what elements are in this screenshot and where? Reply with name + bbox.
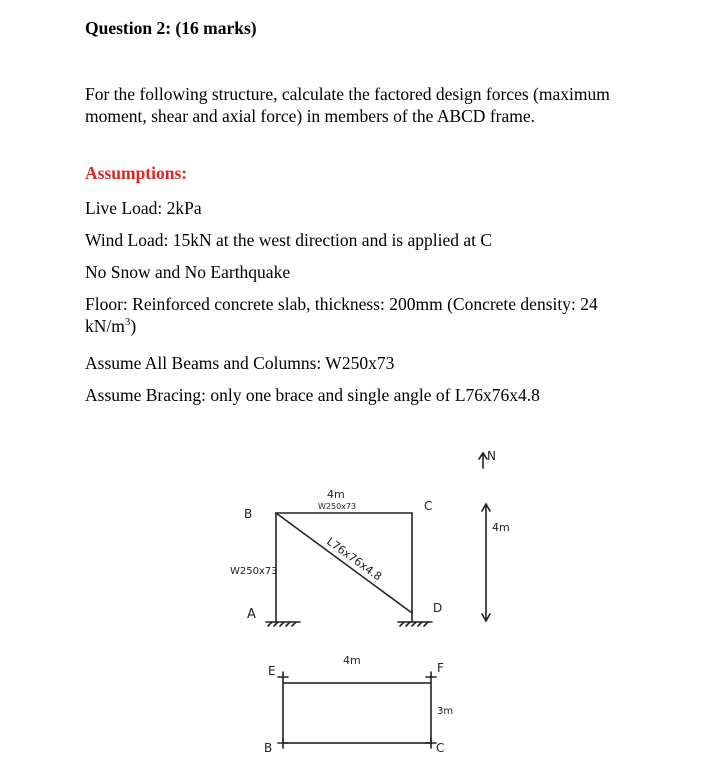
node-a-label: A [247,607,256,622]
north-label: N [487,449,496,463]
column-section-label: W250x73 [230,566,278,577]
plan-f-label: F [437,661,444,675]
beam-section-label: W250x73 [318,502,357,511]
plan-depth-label: 3m [437,706,454,717]
plan-c-label: C [436,741,445,755]
north-arrow-icon [479,453,487,468]
floor-close: ) [130,316,137,336]
live-load-line: Live Load: 2kPa [85,198,202,218]
support-a-icon [266,622,300,626]
plan-width-label: 4m [343,654,361,667]
members-line: Assume All Beams and Columns: W250x73 [85,353,395,373]
plan-b-label: B [264,741,273,755]
floor-superscript: 3 [124,316,131,329]
node-b-label: B [244,507,253,521]
floor-text: Floor: Reinforced concrete slab, thickness: 200mm (Concrete density: 24 kN/m [85,294,598,336]
beam-length-label: 4m [327,488,345,501]
plan-corner-e [278,672,288,682]
plan-e-label: E [268,664,276,678]
snow-earthquake-line: No Snow and No Earthquake [85,262,291,282]
plan-corner-b [278,738,288,748]
wind-load-line: Wind Load: 15kN at the west direction and is applied at C [85,230,493,250]
question-title: Question 2: (16 marks) [85,18,257,38]
node-c-label: C [424,499,433,513]
assumptions-heading: Assumptions: [85,163,188,183]
brace-label: L76x76x4.8 [324,534,385,584]
height-dimension [482,504,490,621]
question-intro: For the following structure, calculate the factored design forces (maximum moment, shear and axial force) in members of the ABCD frame. [85,84,610,126]
support-d-icon [398,622,432,626]
node-d-label: D [433,601,443,615]
plan-rectangle [283,683,431,743]
plan-corner-f [426,672,436,682]
bracing-line: Assume Bracing: only one brace and single angle of L76x76x4.8 [85,385,540,405]
plan-corner-c [426,738,436,748]
height-label: 4m [492,521,510,534]
brace-member [276,513,412,613]
